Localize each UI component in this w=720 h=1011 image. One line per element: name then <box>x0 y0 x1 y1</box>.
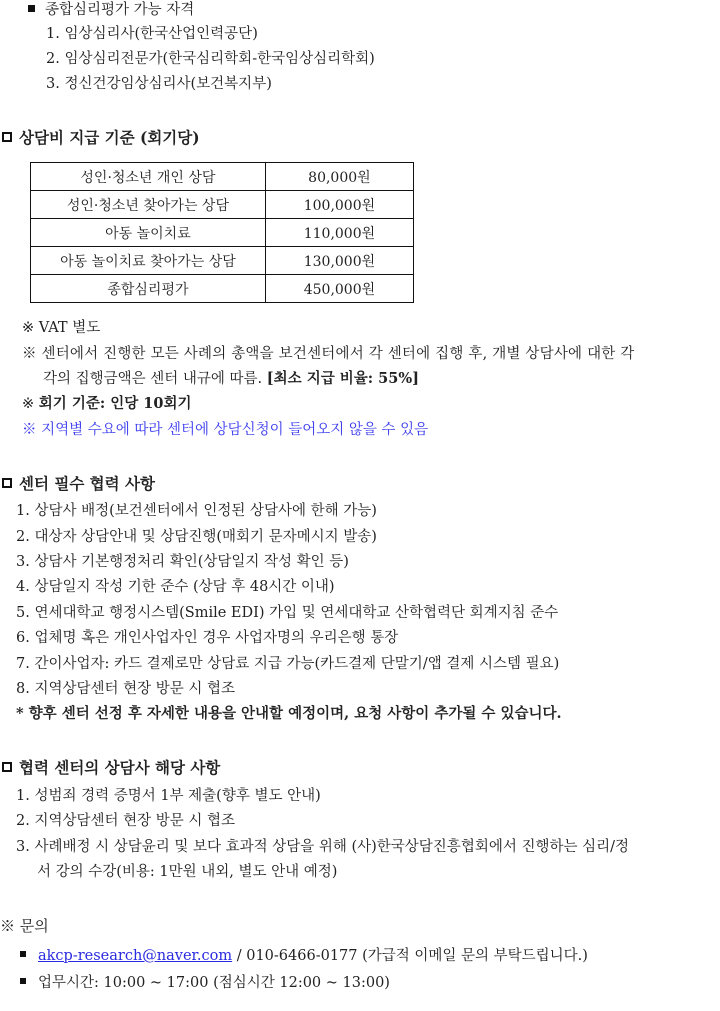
business-hours-text: 업무시간: 10:00 ~ 17:00 (점심시간 12:00 ~ 13:00) <box>38 975 390 991</box>
fee-name: 성인·청소년 개인 상담 <box>31 163 266 191</box>
requirement-item: 3. 상담사 기본행정처리 확인(상담일지 작성 확인 등) <box>16 554 349 570</box>
square-bullet-icon <box>28 5 35 12</box>
qualification-item: 3. 정신건강임상심리사(보건복지부) <box>46 76 272 92</box>
fee-name: 종합심리평가 <box>31 275 266 303</box>
requirement-item: 8. 지역상담센터 현장 방문 시 협조 <box>16 681 235 697</box>
fee-price: 450,000원 <box>265 275 413 303</box>
qualification-item: 2. 임상심리전문가(한국심리학회-한국임상심리학회) <box>46 51 375 67</box>
distribution-note-line1: ※ 센터에서 진행한 모든 사례의 총액을 보건센터에서 각 센터에 집행 후, 개별 상담사에 대한 각 <box>22 346 635 362</box>
requirement-item: 6. 업체명 혹은 개인사업자인 경우 사업자명의 우리은행 통장 <box>16 630 399 646</box>
counselor-requirements-title <box>2 758 220 778</box>
checkbox-square-icon <box>2 132 12 142</box>
counselor-item: 2. 지역상담센터 현장 방문 시 협조 <box>16 813 235 829</box>
email-link[interactable]: akcp-research@naver.com <box>38 948 233 964</box>
vat-note: ※ VAT 별도 <box>22 320 101 336</box>
requirement-item: 5. 연세대학교 행정시스템(Smile EDI) 가입 및 연세대학교 산학협력단 회계지침 준수 <box>16 605 559 621</box>
fee-name: 성인·청소년 찾아가는 상담 <box>31 191 266 219</box>
distribution-note-text: 각의 집행금액은 센터 내규에 따름. <box>43 371 267 387</box>
counselor-item-continuation: 서 강의 수강(비용: 1만원 내외, 별도 안내 예정) <box>37 864 338 880</box>
qualifications-heading-text: 종합심리평가 가능 자격 <box>45 2 195 18</box>
table-row <box>31 219 414 247</box>
demand-note: ※ 지역별 수요에 따라 센터에 상담신청이 들어오지 않을 수 있음 <box>22 422 429 438</box>
requirement-item: 1. 상담사 배정(보건센터에서 인정된 상담사에 한해 가능) <box>16 503 377 519</box>
phone-text: / 010-6466-0177 (가급적 이메일 문의 부탁드립니다.) <box>232 948 588 964</box>
sessions-note <box>22 394 192 414</box>
fee-price: 100,000원 <box>265 191 413 219</box>
note-mark: ※ <box>22 396 39 412</box>
fee-table <box>30 162 414 303</box>
table-row <box>31 191 414 219</box>
table-row <box>31 163 414 191</box>
requirement-item: 7. 간이사업자: 카드 결제로만 상담료 지급 가능(카드결제 단말기/앱 결제 시스템 필요) <box>16 656 560 672</box>
fee-name: 아동 놀이치료 <box>31 219 266 247</box>
requirement-item: 2. 대상자 상담안내 및 상담진행(매회기 문자메시지 발송) <box>16 529 377 545</box>
fee-price: 110,000원 <box>265 219 413 247</box>
qualification-item: 1. 임상심리사(한국산업인력공단) <box>46 26 258 42</box>
square-bullet-icon <box>20 978 26 984</box>
square-bullet-icon <box>20 951 26 957</box>
fees-section-title <box>2 128 200 148</box>
sessions-text: 회기 기준: 인당 10회기 <box>38 395 192 412</box>
fee-price: 130,000원 <box>265 247 413 275</box>
fee-price: 80,000원 <box>265 163 413 191</box>
center-requirements-title <box>2 474 155 494</box>
contact-title: ※ 문의 <box>0 917 49 935</box>
table-row <box>31 275 414 303</box>
fees-title-text: 상담비 지급 기준 (회기당) <box>19 128 200 147</box>
requirement-item: 4. 상담일지 작성 기한 준수 (상담 후 48시간 이내) <box>16 579 335 595</box>
checkbox-square-icon <box>2 762 12 772</box>
table-row <box>31 247 414 275</box>
counselor-item: 1. 성범죄 경력 증명서 1부 제출(향후 별도 안내) <box>16 788 321 804</box>
fee-name: 아동 놀이치료 찾아가는 상담 <box>31 247 266 275</box>
checkbox-square-icon <box>2 478 12 488</box>
center-requirements-title-text: 센터 필수 협력 사항 <box>19 474 155 493</box>
distribution-note-line2 <box>43 369 419 389</box>
contact-email-line <box>20 946 588 966</box>
qualifications-heading <box>28 0 194 20</box>
business-hours-line <box>20 973 390 993</box>
counselor-item: 3. 사례배정 시 상담윤리 및 보다 효과적 상담을 위해 (사)한국상담진흥협회에서 진행하는 심리/정 <box>16 839 629 855</box>
minimum-ratio-text: [최소 지급 비율: 55%] <box>266 370 419 387</box>
requirements-footnote: * 향후 센터 선정 후 자세한 내용을 안내할 예정이며, 요청 사항이 추가될 수 있습니다. <box>16 705 562 722</box>
counselor-requirements-title-text: 협력 센터의 상담사 해당 사항 <box>19 758 221 777</box>
